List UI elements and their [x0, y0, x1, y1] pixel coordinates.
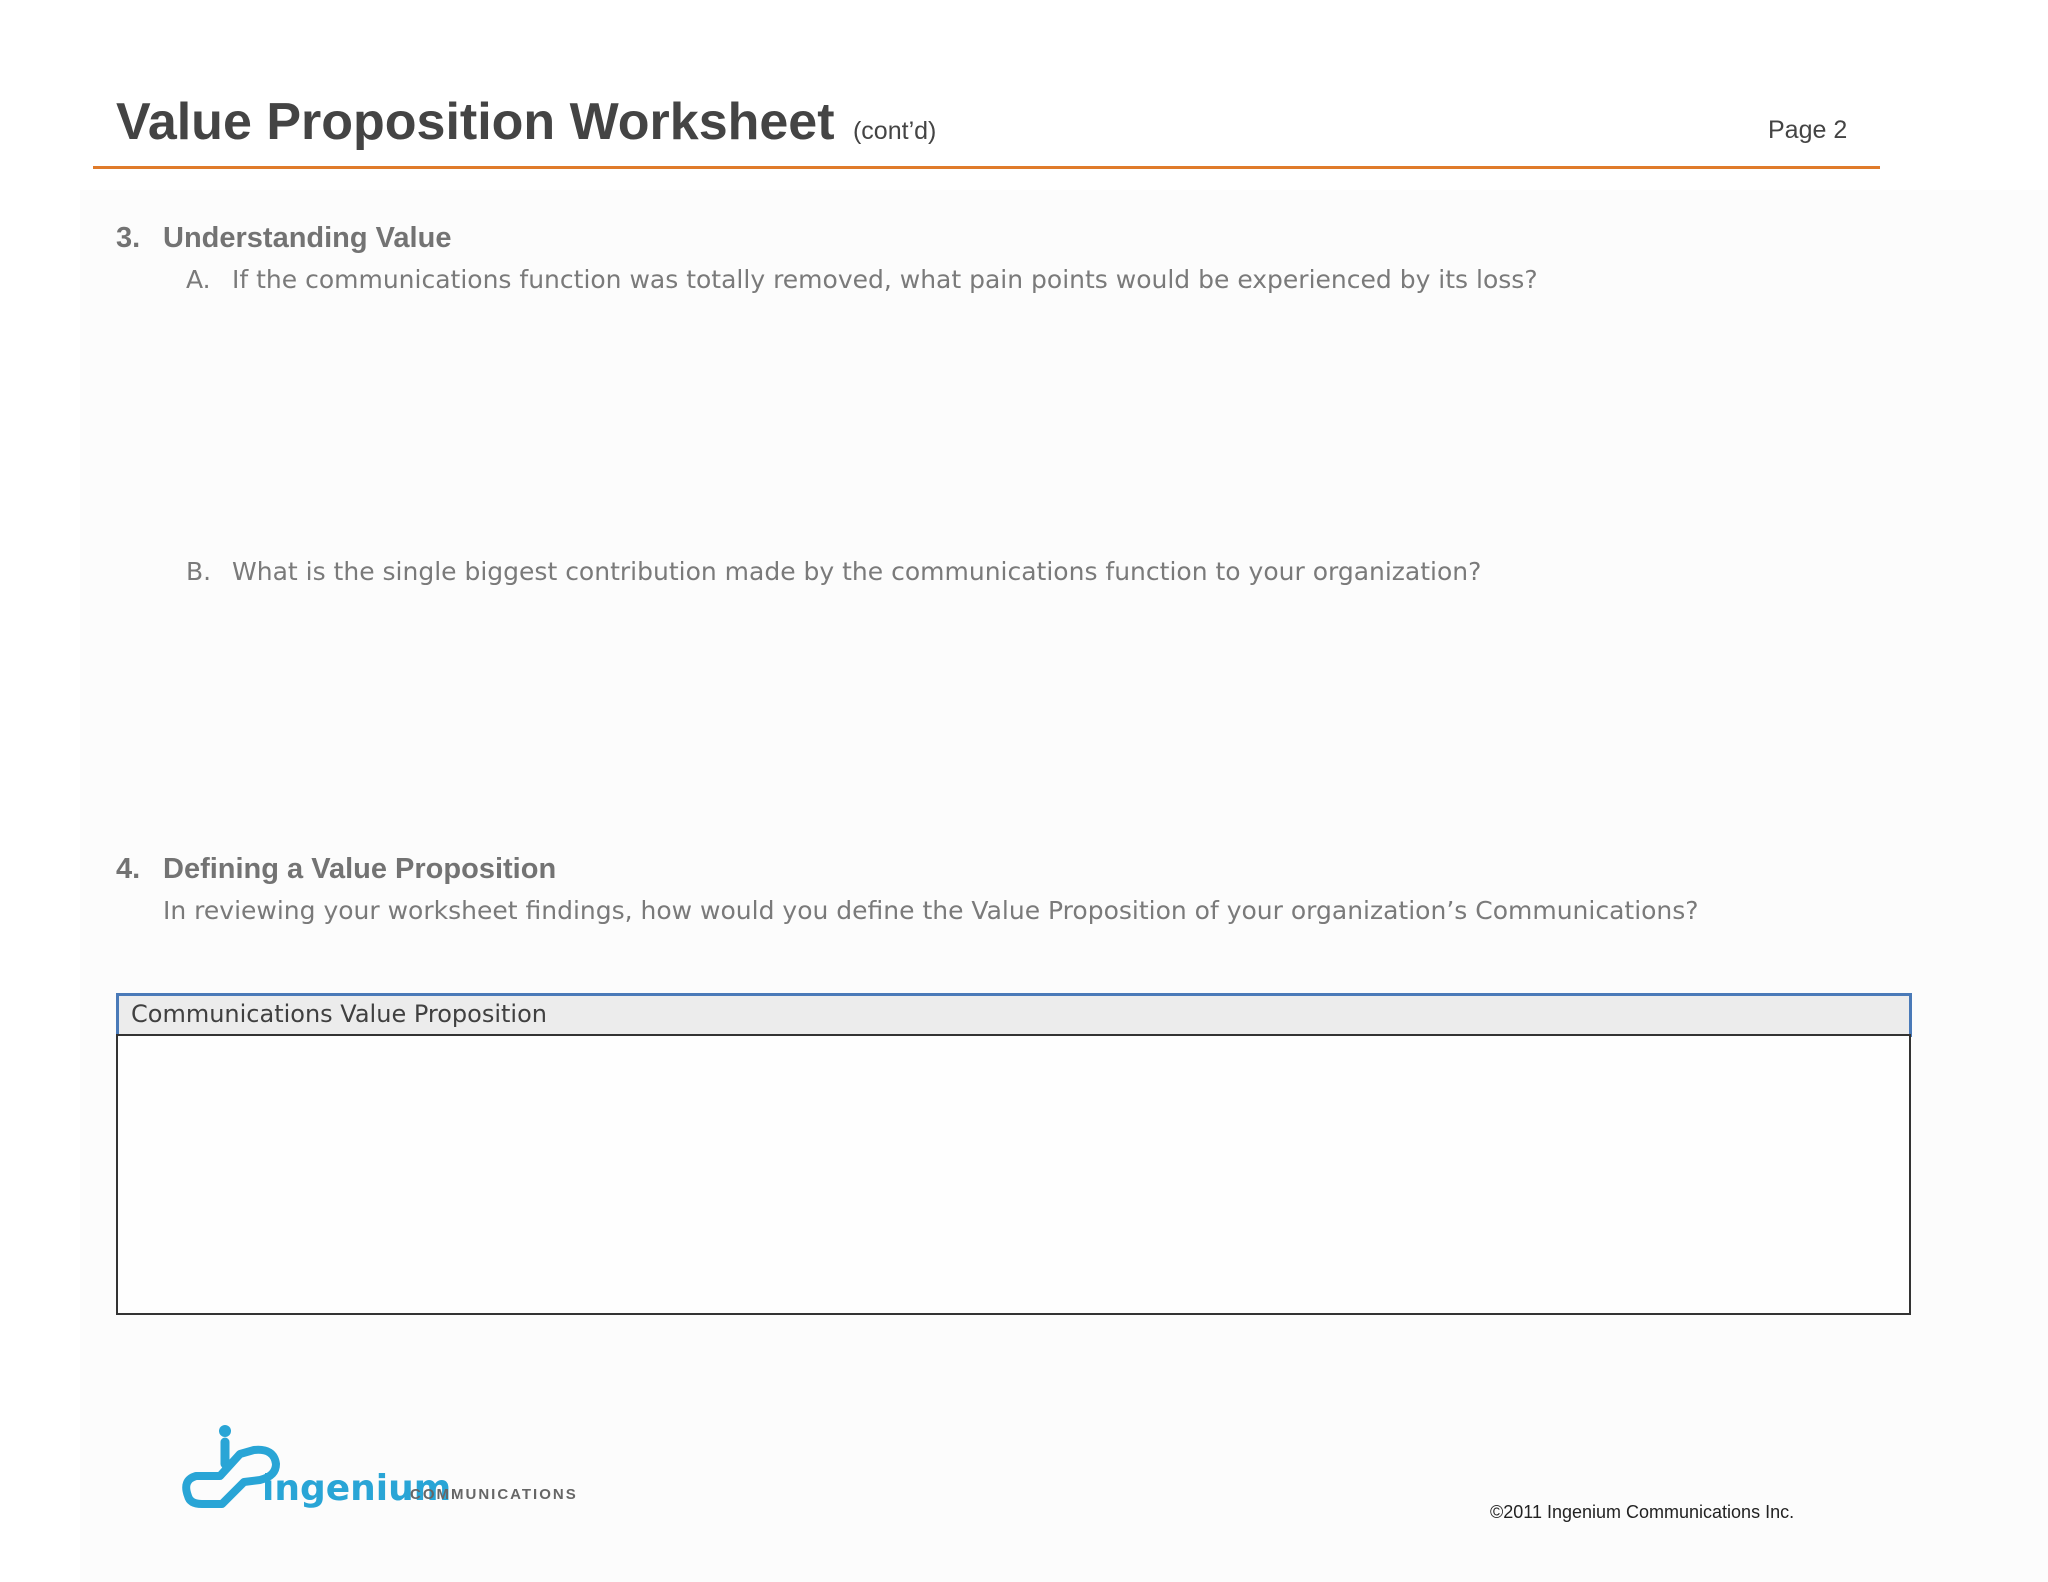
logo-wordmark: ingenium: [262, 1468, 452, 1509]
section-4-description: In reviewing your worksheet findings, how would you define the Value Proposition of your organization’s Communications?: [163, 896, 1699, 925]
question-a-letter: A.: [186, 265, 211, 294]
section-3-title: Understanding Value: [163, 222, 452, 254]
title-text: Value Proposition Worksheet: [116, 93, 835, 151]
question-b-letter: B.: [186, 557, 212, 586]
value-proposition-input-area[interactable]: [116, 1034, 1911, 1315]
page-title: [116, 92, 936, 152]
page-number: Page 2: [1768, 116, 1848, 144]
question-a-text: If the communications function was totally removed, what pain points would be experienced by its loss?: [232, 265, 1538, 294]
header-divider: [93, 166, 1880, 169]
value-proposition-header-label: Communications Value Proposition: [131, 1000, 547, 1028]
copyright-notice: ©2011 Ingenium Communications Inc.: [1490, 1502, 1795, 1522]
logo-subtitle: COMMUNICATIONS: [410, 1486, 578, 1503]
question-b-text: What is the single biggest contribution made by the communications function to your organization?: [232, 557, 1482, 586]
title-suffix: (cont’d): [852, 117, 937, 145]
value-proposition-header: [116, 993, 1912, 1037]
page-background: [80, 190, 2048, 1582]
section-3-number: 3.: [116, 222, 141, 254]
section-4-title: Defining a Value Proposition: [163, 853, 557, 885]
section-4-number: 4.: [116, 853, 141, 885]
